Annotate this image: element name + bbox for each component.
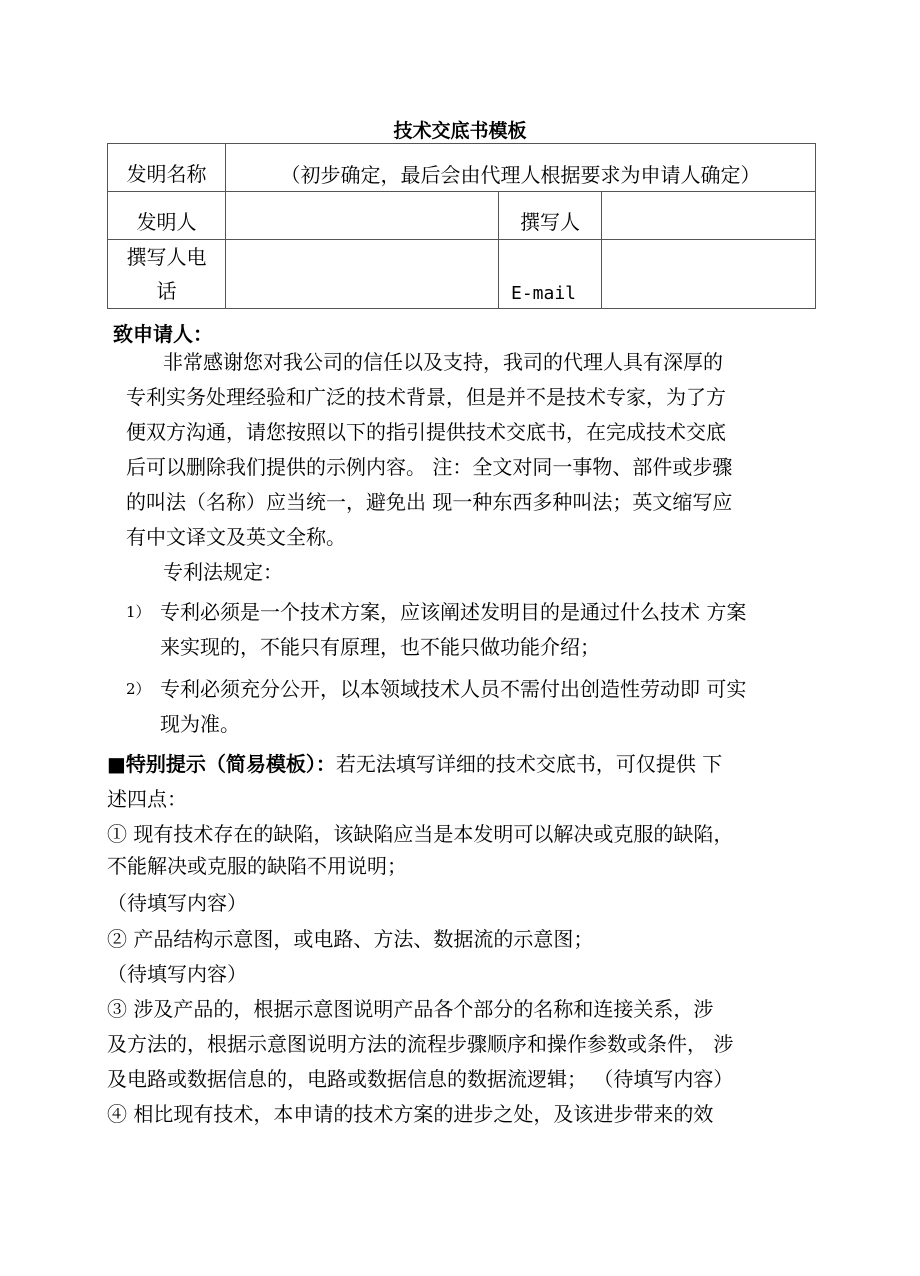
form-row-inventor [108, 192, 816, 240]
rule-number: 1） [126, 603, 151, 621]
special-tip-rest: 若无法填写详细的技术交底书，可仅提供 下 [335, 752, 723, 776]
point-1-line: 不能解决或克服的缺陷不用说明； [107, 854, 407, 878]
rule-line: 专利必须是一个技术方案，应该阐述发明目的是通过什么技术 方案 [160, 600, 747, 624]
intro-line: 专利实务处理经验和广泛的技术背景，但是并不是技术专家，为了方 [126, 385, 726, 409]
rule-line: 来实现的，不能只有原理，也不能只做功能介绍； [160, 635, 600, 659]
point-3-line: 及方法的，根据示意图说明方法的流程步骤顺序和操作参数或条件， 涉 [107, 1032, 734, 1056]
intro-line: 便双方沟通，请您按照以下的指引提供技术交底书，在完成技术交底 [126, 420, 726, 444]
inventor-label: 发明人 [108, 192, 226, 240]
invention-name-label: 发明名称 [108, 144, 226, 192]
writer-field[interactable] [602, 192, 816, 240]
writer-phone-label [108, 240, 226, 309]
writer-phone-field[interactable] [226, 240, 499, 309]
rule-line: 专利必须充分公开，以本领域技术人员不需付出创造性劳动即 可实 [160, 677, 747, 701]
intro-line: 的叫法（名称）应当统一，避免出 现一种东西多种叫法；英文缩写应 [126, 490, 733, 514]
email-label: E-mail [499, 240, 602, 309]
placeholder-text: （待填写内容） [107, 962, 247, 986]
patent-law-heading: 专利法规定： [163, 560, 283, 584]
point-4-line: ④ 相比现有技术，本申请的技术方案的进步之处，及该进步带来的效 [107, 1102, 714, 1126]
special-tip-bold: ■特别提示（简易模板）： [107, 752, 336, 776]
special-tip-line [107, 748, 722, 777]
rule-line: 现为准。 [160, 712, 240, 736]
placeholder-text: （待填写内容） [107, 891, 247, 915]
point-3-line: ③ 涉及产品的，根据示意图说明产品各个部分的名称和连接关系，涉 [107, 997, 714, 1021]
writer-phone-label-line2: 话 [156, 279, 177, 303]
document-title: 技术交底书模板 [393, 120, 527, 142]
rule-number: 2） [126, 680, 151, 698]
inventor-field[interactable] [226, 192, 499, 240]
writer-phone-label-line1: 撰写人电 [126, 245, 207, 269]
intro-line: 非常感谢您对我公司的信任以及支持，我司的代理人具有深厚的 [163, 350, 723, 374]
writer-label: 撰写人 [499, 192, 602, 240]
disclosure-form-table [107, 143, 816, 309]
invention-name-field[interactable]: （初步确定，最后会由代理人根据要求为申请人确定） [226, 144, 816, 192]
point-2-line: ② 产品结构示意图，或电路、方法、数据流的示意图； [107, 927, 594, 951]
intro-line: 有中文译文及英文全称。 [126, 525, 346, 549]
greeting-heading: 致申请人： [113, 322, 213, 346]
point-3-line: 及电路或数据信息的，电路或数据信息的数据流逻辑； （待填写内容） [107, 1067, 734, 1091]
intro-line: 后可以删除我们提供的示例内容。 注：全文对同一事物、部件或步骤 [126, 455, 733, 479]
form-row-invention-name [108, 144, 816, 192]
special-tip-line2: 述四点： [107, 787, 187, 811]
email-field[interactable] [602, 240, 816, 309]
form-row-contact [108, 240, 816, 309]
point-1-line: ① 现有技术存在的缺陷，该缺陷应当是本发明可以解决或克服的缺陷， [107, 822, 734, 846]
